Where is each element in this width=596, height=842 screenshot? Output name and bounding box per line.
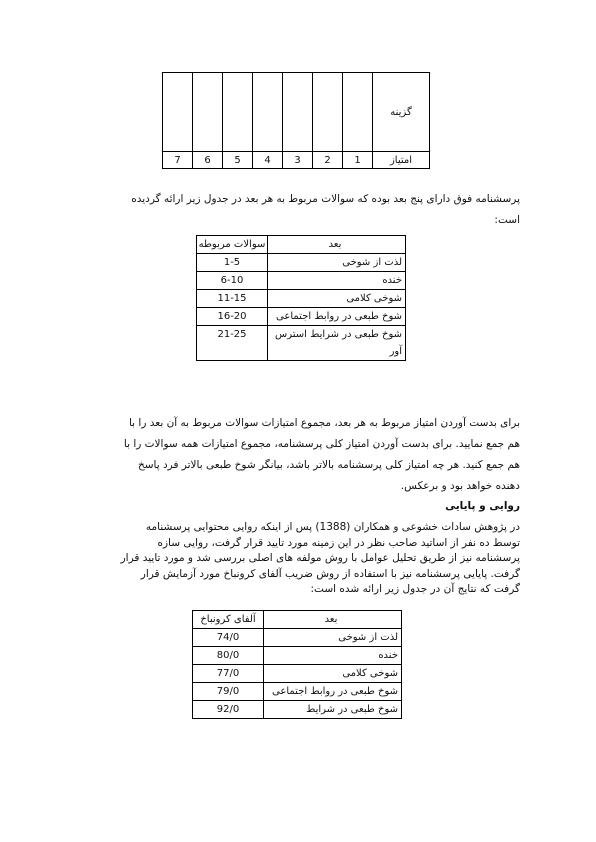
- dimension-cell: لذت از شوخی: [268, 254, 406, 272]
- questions-cell: 11-15: [197, 290, 268, 308]
- option-cell-1: [343, 73, 373, 152]
- dimension-cell: شوخ طبعی در شرایط استرس آور: [268, 326, 406, 361]
- option-cell-6: [193, 73, 223, 152]
- dimension-header: بعد: [268, 236, 406, 254]
- dimension-header: بعد: [264, 611, 402, 629]
- dimension-cell: شوخی کلامی: [264, 665, 402, 683]
- option-cell-5: [223, 73, 253, 152]
- dimension-cell: شوخ طبعی در روابط اجتماعی: [264, 683, 402, 701]
- paragraph-line: گرفت. پایایی پرسشنامه نیز با استفاده از روش ضریب آلفای کرونباخ مورد آزمایش قرار: [140, 567, 520, 580]
- paragraph-line: پرسشنامه فوق دارای پنج بعد بوده که سوالات مربوط به هر بعد در جدول زیر ارائه گردیده: [131, 193, 520, 205]
- response-scale-table: [162, 72, 430, 169]
- intro-paragraph: [76, 189, 520, 231]
- paragraph-line: گرفت که نتایج آن در جدول زیر ارائه شده است:: [310, 583, 520, 595]
- alpha-cell: 92/0: [193, 701, 264, 719]
- score-cell-6: 6: [193, 152, 223, 169]
- dimension-cell: شوخی کلامی: [268, 290, 406, 308]
- paragraph-line: در پژوهش سادات خشوعی و همکاران (1388) پس از اینکه روایی محتوایی پرسشنامه: [145, 521, 520, 533]
- paragraph-line: هم جمع نمایید. برای بدست آوردن امتیاز کلی پرسشنامه، مجموع امتیازات همه سوالات را با: [123, 438, 520, 450]
- reliability-table: [192, 610, 402, 719]
- option-cell-3: [283, 73, 313, 152]
- dimensions-table: [196, 235, 406, 361]
- paragraph-line: برای بدست آوردن امتیاز مربوط به هر بعد، مجموع امتیازات سوالات مربوط به آن بعد را با: [128, 417, 520, 429]
- score-cell-3: 3: [283, 152, 313, 169]
- score-cell-2: 2: [313, 152, 343, 169]
- paragraph-line: پرسشنامه نیز از طریق تحلیل عوامل با روش مولفه های اصلی بررسی شد و مورد تایید قرار: [120, 552, 520, 564]
- questions-cell: 16-20: [197, 308, 268, 326]
- dimension-cell: شوخ طبعی در روابط اجتماعی: [268, 308, 406, 326]
- paragraph-line: توسط ده نفر از اساتید صاحب نظر در این زمینه مورد تایید قرار گرفت، روایی سازه: [157, 536, 520, 549]
- alpha-cell: 77/0: [193, 665, 264, 683]
- option-cell-4: [253, 73, 283, 152]
- dimension-cell: شوخ طبعی در شرایط: [264, 701, 402, 719]
- dimension-cell: خنده: [264, 647, 402, 665]
- questions-cell: 1-5: [197, 254, 268, 272]
- alpha-cell: 80/0: [193, 647, 264, 665]
- alpha-header: آلفای کرونباخ: [193, 611, 264, 629]
- score-cell-1: 1: [343, 152, 373, 169]
- paragraph-line: است:: [494, 214, 520, 226]
- questions-cell: 21-25: [197, 326, 268, 361]
- section-heading: روایی و پایایی: [445, 500, 520, 512]
- paragraph-line: دهنده خواهد بود و برعکس.: [400, 480, 520, 492]
- score-cell-7: 7: [163, 152, 193, 169]
- score-label: امتیاز: [373, 152, 430, 169]
- option-label: گزینه: [373, 73, 430, 152]
- dimension-cell: خنده: [268, 272, 406, 290]
- paragraph-line: هم جمع کنید. هر چه امتیاز کلی پرسشنامه بالاتر باشد، بیانگر شوخ طبعی بالاتر فرد پاسخ: [137, 459, 520, 471]
- score-cell-5: 5: [223, 152, 253, 169]
- questions-cell: 6-10: [197, 272, 268, 290]
- validity-paragraph: [76, 520, 520, 598]
- alpha-cell: 74/0: [193, 629, 264, 647]
- scoring-paragraph: [76, 413, 520, 497]
- questions-header: سوالات مربوطه: [197, 236, 268, 254]
- option-cell-2: [313, 73, 343, 152]
- alpha-cell: 79/0: [193, 683, 264, 701]
- score-cell-4: 4: [253, 152, 283, 169]
- option-cell-7: [163, 73, 193, 152]
- dimension-cell: لذت از شوخی: [264, 629, 402, 647]
